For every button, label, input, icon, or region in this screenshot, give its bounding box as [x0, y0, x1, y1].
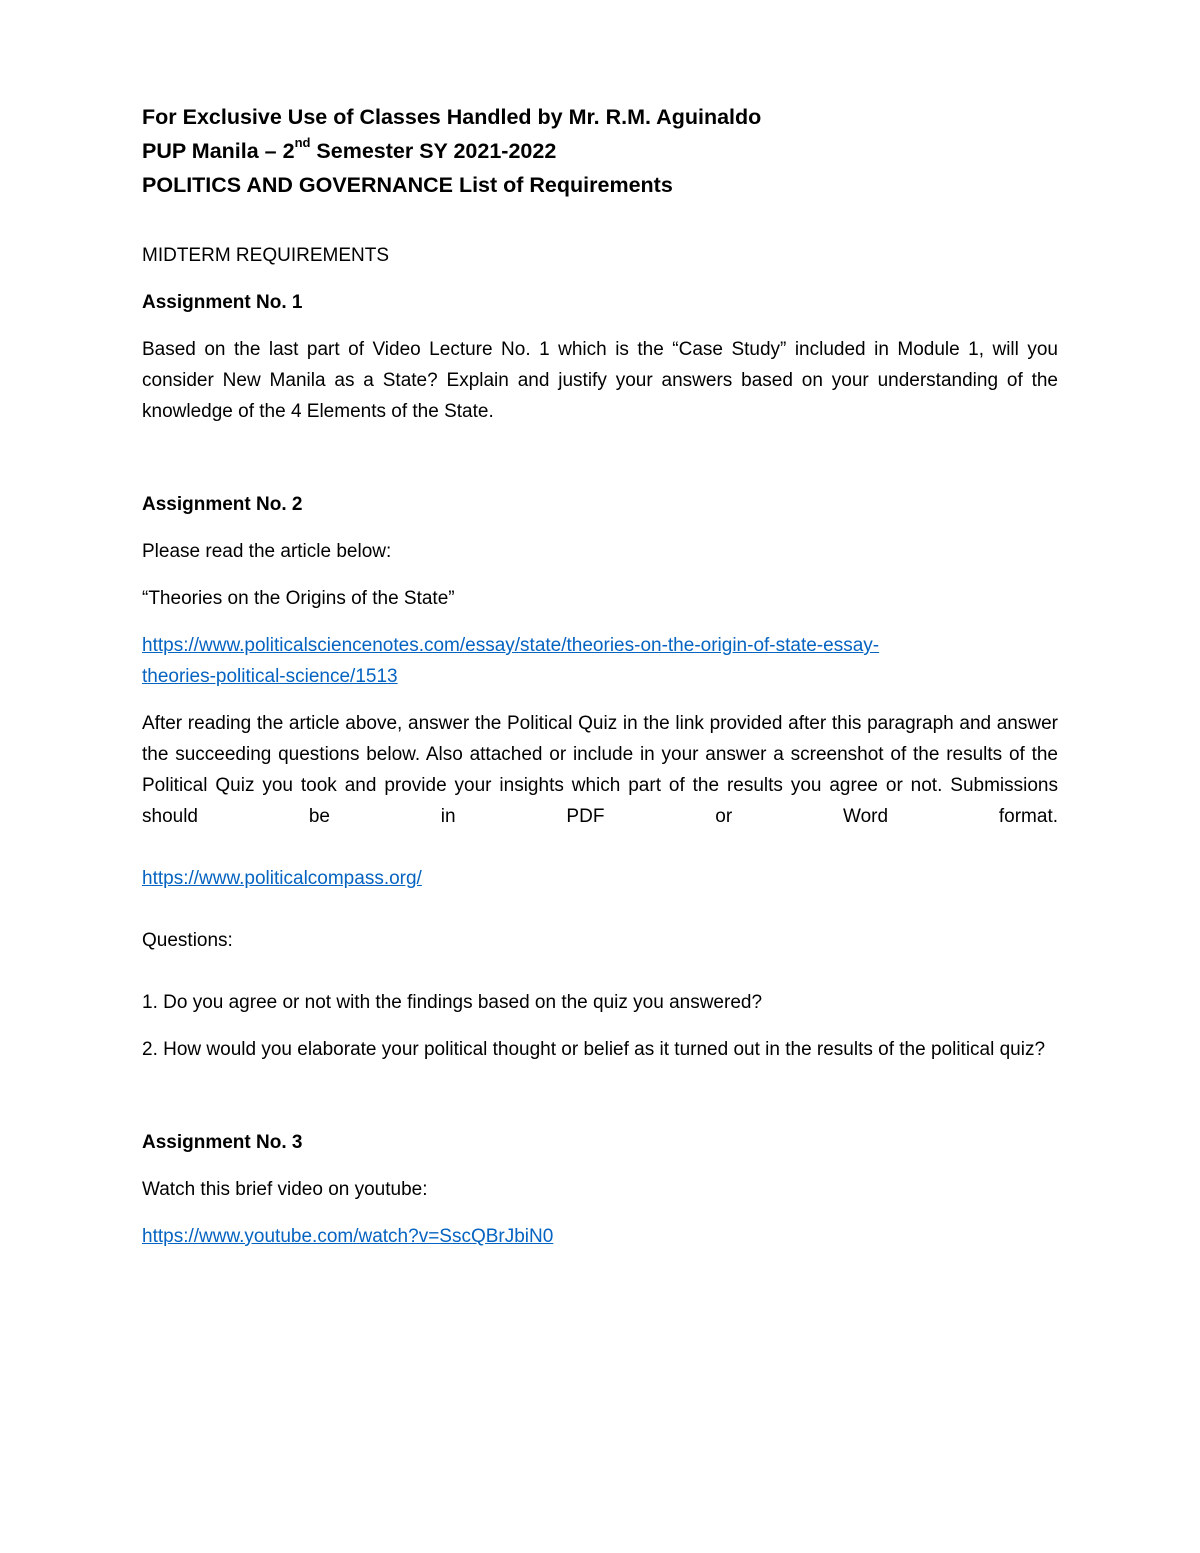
header-line-3: POLITICS AND GOVERNANCE List of Requirements: [142, 173, 673, 197]
assignment-2-article-title: “Theories on the Origins of the State”: [142, 588, 455, 609]
assignment-2-intro: Please read the article below:: [142, 541, 392, 562]
questions-label: Questions:: [142, 930, 233, 951]
video-link[interactable]: https://www.youtube.com/watch?v=SscQBrJbiN0: [142, 1226, 554, 1247]
assignment-2-quiz-link-line[interactable]: [142, 863, 1058, 894]
assignment-3-title: Assignment No. 3: [142, 1132, 303, 1153]
assignment-3-video-link-line[interactable]: [142, 1221, 1058, 1252]
section-title: MIDTERM REQUIREMENTS: [142, 245, 389, 266]
header-line-2-post: Semester SY 2021-2022: [310, 139, 557, 163]
header-line-1: For Exclusive Use of Classes Handled by Mr. R.M. Aguinaldo: [142, 105, 762, 129]
assignment-1-body: Based on the last part of Video Lecture No. 1 which is the “Case Study” included in Module 1, will you consider New Manila as a State? Explain and justify your answers based on your understanding of the knowledge of the 4 Elements of the State.: [142, 339, 1058, 422]
question-2: 2. How would you elaborate your political thought or belief as it turned out in the results of the political quiz?: [142, 1039, 1046, 1060]
header-line-2-pre: PUP Manila – 2: [142, 139, 295, 163]
document-page: [142, 100, 1058, 1252]
assignment-2-article-link[interactable]: [142, 630, 1058, 692]
article-link-line-1[interactable]: https://www.politicalsciencenotes.com/essay/state/theories-on-the-origin-of-state-essay-: [142, 635, 880, 656]
assignment-1-title: Assignment No. 1: [142, 292, 303, 313]
header-line-2-sup: nd: [294, 134, 311, 150]
assignment-2-instructions: After reading the article above, answer the Political Quiz in the link provided after this paragraph and answer the succeeding questions below. Also attached or include in your answer a screenshot of the results of the Political Quiz you took and provide your insights which part of the results you agree or not. Submissions should be in PDF or Word format.: [142, 713, 1058, 827]
assignment-3-intro: Watch this brief video on youtube:: [142, 1179, 428, 1200]
header-line-2: [142, 134, 1058, 168]
article-link-line-2[interactable]: theories-political-science/1513: [142, 666, 398, 687]
question-1: 1. Do you agree or not with the findings based on the quiz you answered?: [142, 992, 763, 1013]
quiz-link[interactable]: https://www.politicalcompass.org/: [142, 868, 422, 889]
assignment-2-title: Assignment No. 2: [142, 494, 303, 515]
